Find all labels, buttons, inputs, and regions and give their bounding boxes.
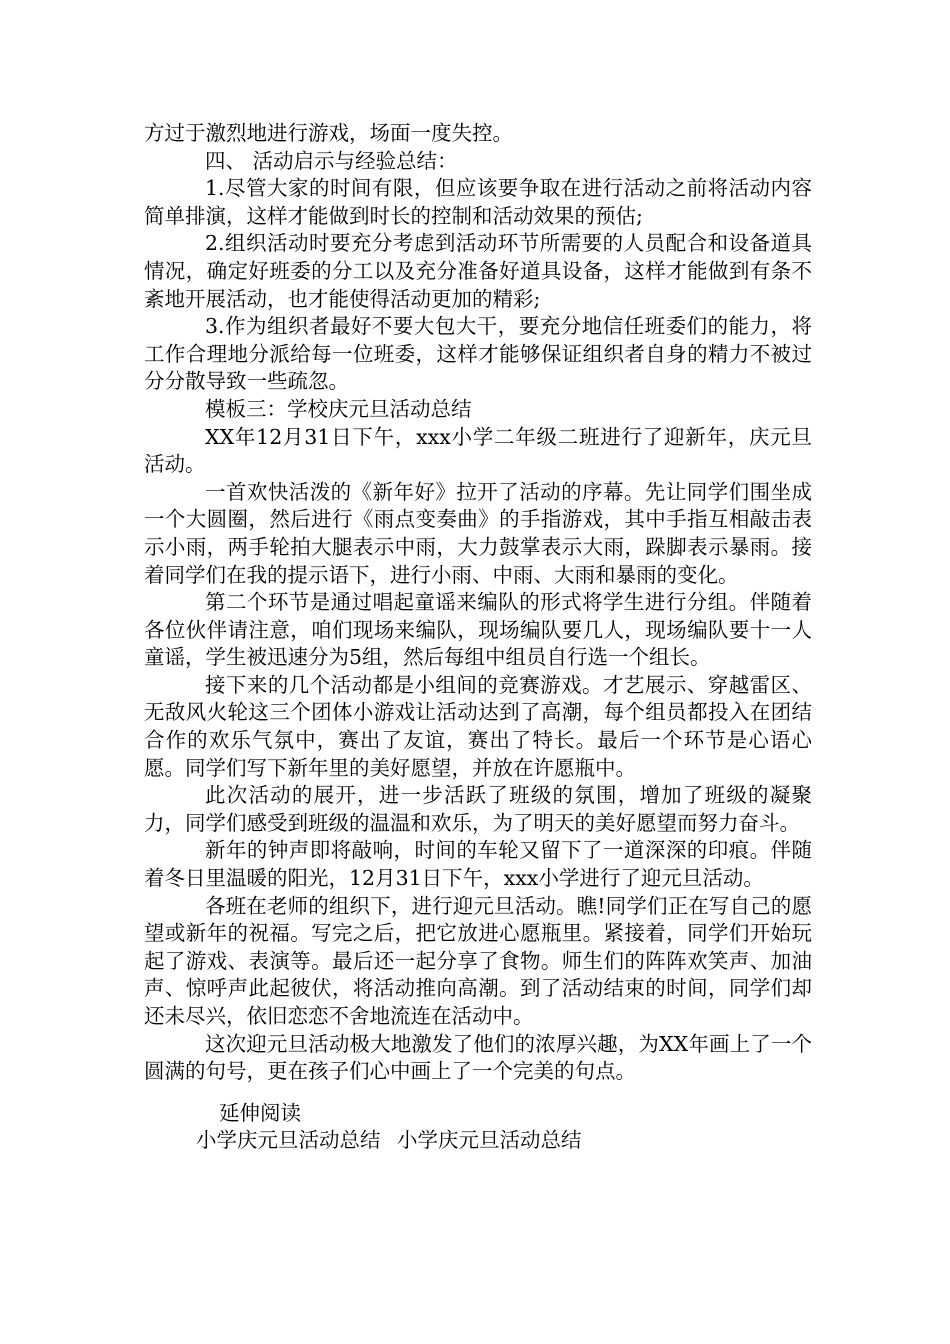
paragraph-conclusion: 这次迎元旦活动极大地激发了他们的浓厚兴趣，为XX年画上了一个圆满的句号，更在孩子们心中画上了一个完美的句点。 xyxy=(144,1031,812,1084)
lesson-item-3: 3.作为组织者最好不要大包大干，要充分地信任班委们的能力，将工作合理地分派给每一位班委，这样才能够保证组织者自身的精力不被过分分散导致一些疏忽。 xyxy=(144,314,812,394)
paragraph-continued: 方过于激烈地进行游戏，场面一度失控。 xyxy=(144,121,513,145)
paragraph-new-year: 新年的钟声即将敲响，时间的车轮又留下了一道深深的印痕。伴随着冬日里温暖的阳光，12月31日下午，xxx小学进行了迎元旦活动。 xyxy=(144,838,812,891)
section-heading-lessons: 四、 活动启示与经验总结： xyxy=(205,148,458,173)
lesson-item-1: 1.尽管大家的时间有限，但应该要争取在进行活动之前将活动内容简单排演，这样才能做到时长的控制和活动效果的预估; xyxy=(144,176,812,228)
paragraph-effect: 此次活动的展开，进一步活跃了班级的氛围，增加了班级的凝聚力，同学们感受到班级的温温和欢乐，为了明天的美好愿望而努力奋斗。 xyxy=(144,783,812,835)
extended-reading-link[interactable]: 小学庆元旦活动总结 xyxy=(397,1128,582,1153)
extended-reading-heading: 延伸阅读 xyxy=(219,1100,301,1125)
extended-reading-link[interactable]: 小学庆元旦活动总结 xyxy=(196,1128,381,1153)
paragraph-games: 接下来的几个活动都是小组间的竞赛游戏。才艺展示、穿越雷区、无敌风火轮这三个团体小游戏让活动达到了高潮，每个组员都投入在团结合作的欢乐气氛中，赛出了友谊，赛出了特长。最后一个环节是心语心愿。同学们写下新年里的美好愿望，并放在许愿瓶中。 xyxy=(144,672,812,780)
template-heading: 模板三：学校庆元旦活动总结 xyxy=(205,396,472,421)
document-page xyxy=(144,120,812,1155)
paragraph-grouping: 第二个环节是通过唱起童谣来编队的形式将学生进行分组。伴随着各位伙伴请注意，咱们现场来编队，现场编队要几人，现场编队要十一人童谣，学生被迅速分为5组，然后每组中组员自行选一个组长。 xyxy=(144,590,812,670)
paragraph-intro: XX年12月31日下午，xxx小学二年级二班进行了迎新年，庆元旦活动。 xyxy=(144,424,812,477)
lesson-item-2: 2.组织活动时要充分考虑到活动环节所需要的人员配合和设备道具情况，确定好班委的分工以及充分准备好道具设备，这样才能做到有条不紊地开展活动，也才能使得活动更加的精彩; xyxy=(144,231,812,311)
paragraph-class-activities: 各班在老师的组织下，进行迎元旦活动。瞧!同学们正在写自己的愿望或新年的祝福。写完之后，把它放进心愿瓶里。紧接着，同学们开始玩起了游戏、表演等。最后还一起分享了食物。师生们的阵阵欢笑声、加油声、惊呼声此起彼伏，将活动推向高潮。到了活动结束的时间，同学们却还未尽兴，依旧恋恋不舍地流连在活动中。 xyxy=(144,893,812,1028)
paragraph-opening: 一首欢快活泼的《新年好》拉开了活动的序幕。先让同学们围坐成一个大圆圈，然后进行《雨点变奏曲》的手指游戏，其中手指互相敲击表示小雨，两手轮拍大腿表示中雨，大力鼓掌表示大雨，跺脚表示暴雨。接着同学们在我的提示语下，进行小雨、中雨、大雨和暴雨的变化。 xyxy=(144,479,812,587)
extended-reading-links xyxy=(144,1127,812,1155)
